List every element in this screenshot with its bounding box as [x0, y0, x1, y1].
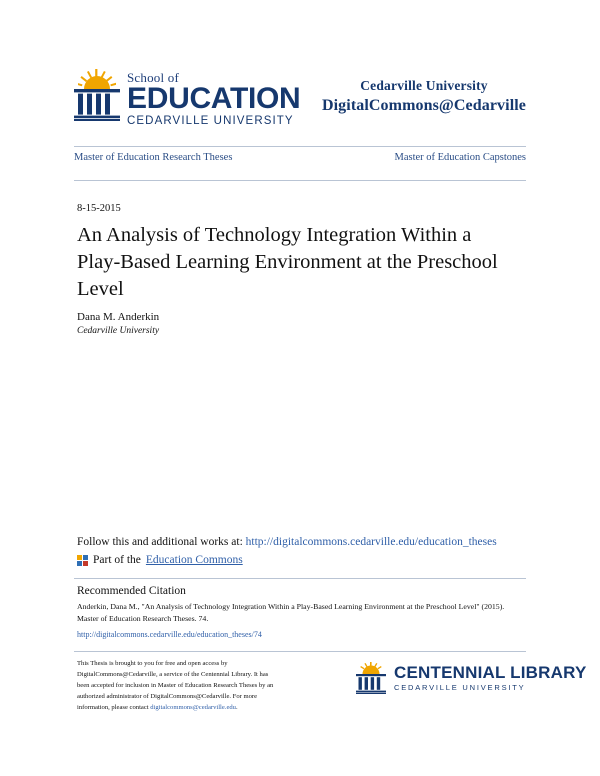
education-commons-link[interactable]: Education Commons: [145, 554, 243, 566]
digital-commons-icon: [77, 555, 88, 566]
citation-heading: Recommended Citation: [77, 585, 186, 597]
author-affiliation: Cedarville University: [77, 326, 160, 336]
footer-statement-text: This Thesis is brought to you for free and open access by DigitalCommons@Cedarville, a service of the Centennial Library. It has been accepted for inclusion in Master of Education Research Theses by an authorized administrator of DigitalCommons@Cedarville. For more information, please contact: [77, 660, 274, 711]
page-title: An Analysis of Technology Integration Within a Play-Based Learning Environment at the Preschool Level: [77, 224, 498, 301]
footer-statement-end: .: [235, 703, 238, 711]
footer-divider: [74, 651, 526, 652]
author-name: Dana M. Anderkin: [77, 311, 160, 323]
repository-university: Cedarville University: [360, 78, 488, 94]
library-name: CENTENNIAL LIBRARY: [394, 663, 587, 683]
follow-prefix: Follow this and additional works at:: [77, 536, 246, 548]
sun-over-pillars-icon: [356, 662, 386, 694]
library-institution: CEDARVILLE UNIVERSITY: [394, 682, 526, 692]
repository-name: DigitalCommons@Cedarville: [321, 96, 526, 114]
repository-title: [322, 78, 526, 118]
citation-divider: [74, 578, 526, 579]
page-header: [74, 62, 526, 134]
collection-url-link[interactable]: http://digitalcommons.cedarville.edu/education_theses: [245, 536, 497, 548]
citation-url-link[interactable]: http://digitalcommons.cedarville.edu/education_theses/74: [77, 630, 262, 639]
part-of-line: [77, 554, 527, 566]
library-wordmark: [394, 664, 587, 692]
breadcrumb-parent-link[interactable]: Master of Education Capstones: [394, 152, 526, 163]
centennial-library-logo: [356, 662, 587, 694]
footer-statement: [77, 659, 282, 713]
logo-institution: CEDARVILLE UNIVERSITY: [127, 114, 294, 127]
part-of-prefix: Part of the: [93, 554, 141, 566]
logo-education-word: EDUCATION: [127, 82, 301, 115]
breadcrumb: [74, 152, 526, 163]
publication-date: 8-15-2015: [77, 203, 121, 214]
header-divider-top: [74, 146, 526, 147]
logo-wordmark: [127, 69, 300, 127]
header-divider-bottom: [74, 180, 526, 181]
logo-school-of: School of: [127, 70, 179, 85]
breadcrumb-collection-link[interactable]: Master of Education Research Theses: [74, 152, 233, 163]
school-of-education-logo: [74, 69, 300, 127]
follow-works-line: [77, 536, 527, 548]
contact-email-link[interactable]: digitalcommons@cedarville.edu: [150, 703, 236, 711]
citation-text: Anderkin, Dana M., "An Analysis of Technology Integration Within a Play-Based Learning Environment at the Preschool Level" (2015). Master of Education Research Theses. 74.: [77, 602, 505, 623]
sun-over-pillars-icon: [74, 69, 120, 121]
